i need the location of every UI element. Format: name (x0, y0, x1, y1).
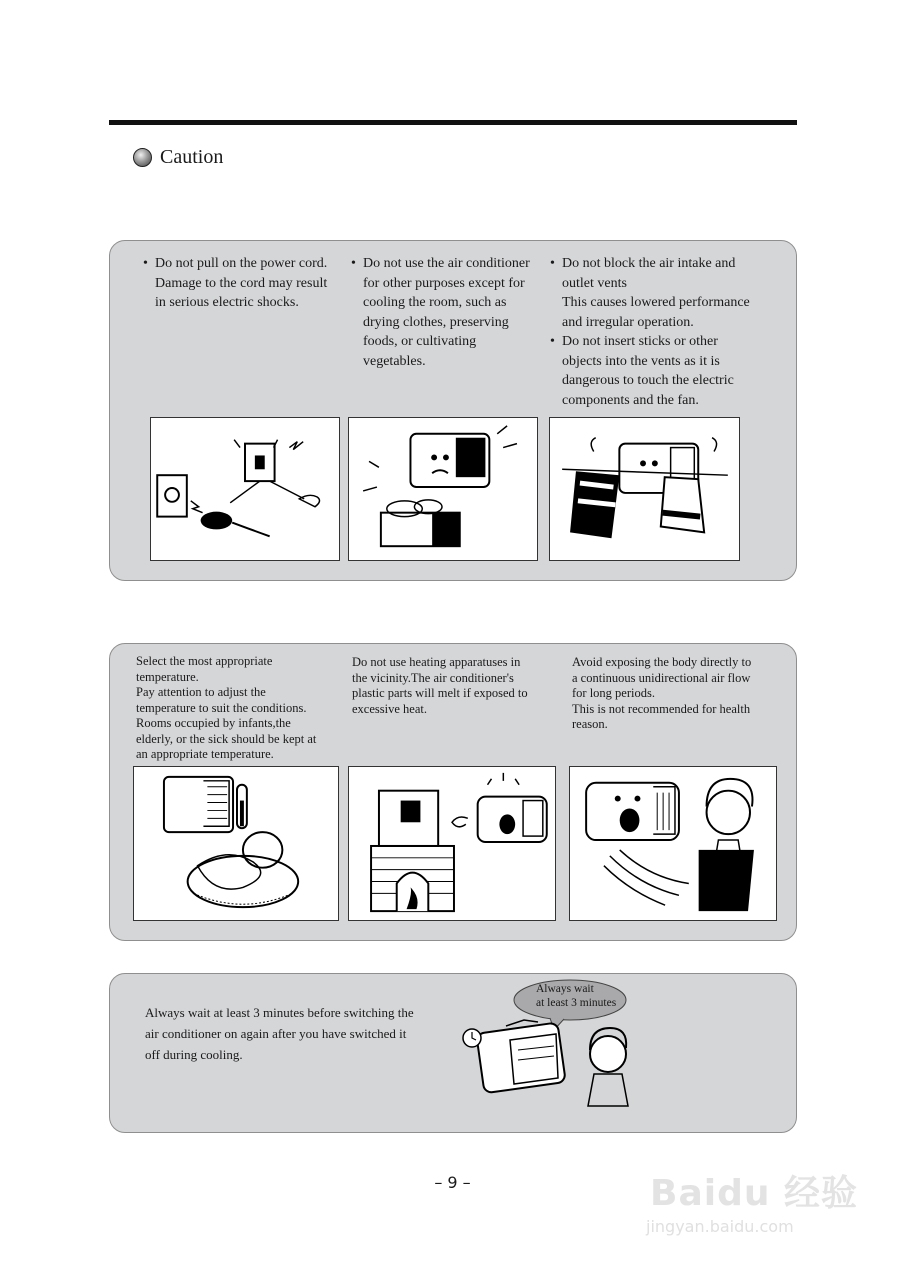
caution-text-other-purposes: • Do not use the air conditioner for other purposes except for cooling the room, such as drying clothes, preserving foods, or cultivating vegetables. (351, 256, 530, 369)
illustration-drying-clothes (348, 417, 538, 561)
page-title: Caution (160, 146, 224, 168)
speech-bubble-text: Always wait at least 3 minutes (536, 983, 617, 1009)
caution-text-wait-three-minutes: Always wait at least 3 minutes before switching the air conditioner on again after you have switched it off during cooling. (145, 1005, 414, 1062)
caution-text-temperature: Select the most appropriate temperature. Pay attention to adjust the temperature to suit the conditions. Rooms occupied by infants,the elderly, or the sick should be kept at an appropriate temperature. (136, 654, 317, 761)
illustration-infant-temperature (133, 766, 339, 921)
section-heading (133, 146, 223, 169)
illustration-heater-nearby (348, 766, 556, 921)
illustration-direct-air-flow (569, 766, 777, 921)
caution-text-air-flow: Avoid exposing the body directly to a continuous unidirectional air flow for long periods. This is not recommended for health reason. (572, 655, 752, 731)
caution-text-heating: Do not use heating apparatuses in the vicinity.The air conditioner's plastic parts will melt if exposed to excessive heat. (352, 655, 528, 716)
watermark-logo: Baidu 经验 (650, 1173, 859, 1214)
illustration-pulling-cord (150, 417, 340, 561)
watermark-url: jingyan.baidu.com (646, 1217, 794, 1236)
illustration-blocking-vents (549, 417, 740, 561)
watermark (640, 1165, 870, 1245)
page-number: – 9 – (434, 1173, 471, 1192)
caution-text-vents: • Do not block the air intake and outlet vents This causes lowered performance and irregular operation. • Do not insert sticks or other objects into the vents as it is dangerous to touch the electric components and the fan. (550, 256, 750, 408)
round-bullet-icon (133, 148, 152, 167)
top-rule (109, 120, 797, 125)
caution-text-power-cord: • Do not pull on the power cord. Damage to the cord may result in serious electric shocks. (143, 256, 328, 310)
